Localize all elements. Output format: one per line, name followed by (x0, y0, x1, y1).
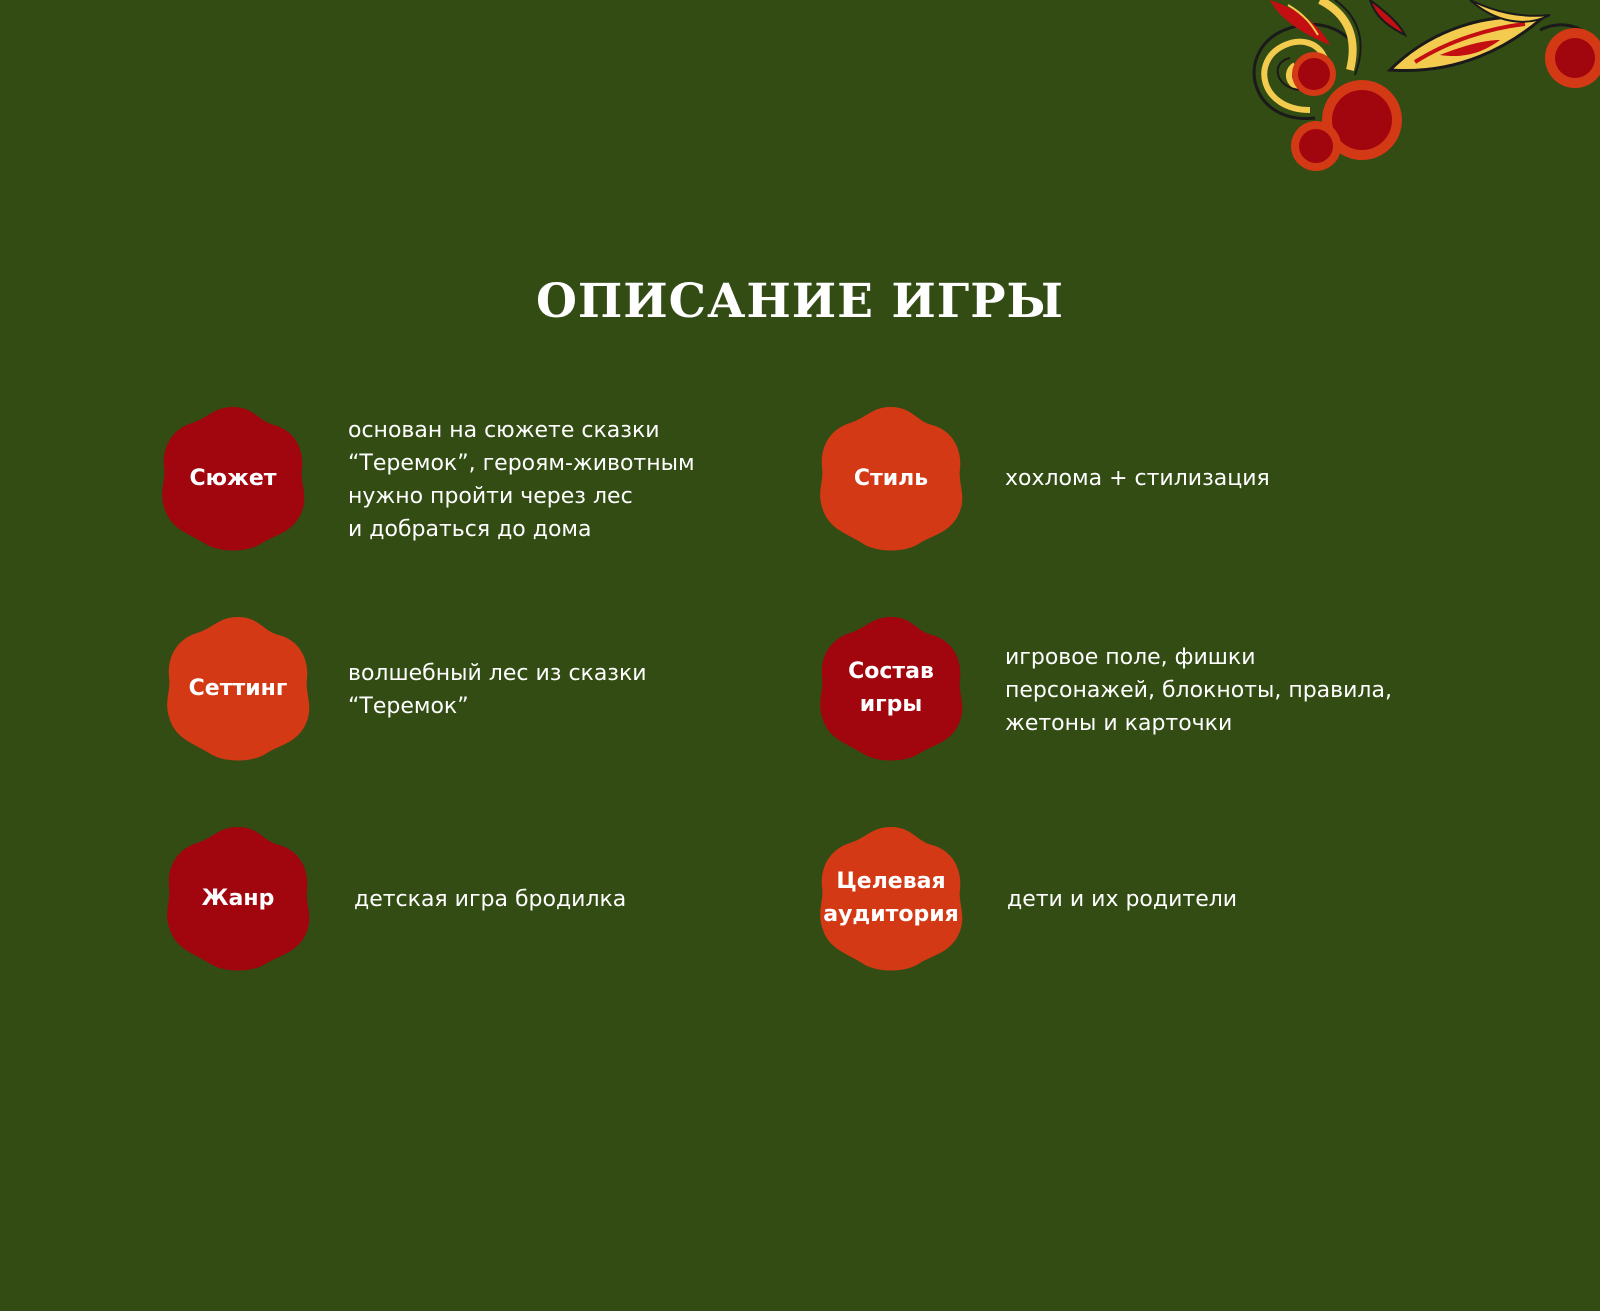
badge-audience (816, 823, 966, 973)
description-audience: дети и их родители (1007, 887, 1238, 912)
badge-label: Сеттинг (188, 675, 288, 701)
description-contents: игровое поле, фишки персонажей, блокноты, правила, жетоны и карточки (1005, 645, 1392, 736)
description-style: хохлома + стилизация (1005, 466, 1270, 491)
khokhloma-ornament (1240, 0, 1600, 180)
badge-label: Целевая аудитория (823, 869, 959, 927)
badge-style (816, 403, 966, 553)
badge-plot (158, 403, 308, 553)
badge-contents (816, 613, 966, 763)
badge-label: Состав игры (848, 659, 934, 717)
description-plot: основан на сюжете сказки “Теремок”, героям-животным нужно пройти через лес и добраться до дома (348, 418, 695, 542)
badge-label: Жанр (201, 885, 275, 911)
badge-genre (163, 823, 313, 973)
description-setting: волшебный лес из сказки “Теремок” (348, 661, 647, 719)
description-genre: детская игра бродилка (354, 887, 627, 912)
badge-label: Сюжет (189, 465, 277, 491)
badge-label: Стиль (853, 465, 929, 491)
page-title: ОПИСАНИЕ ИГРЫ (535, 274, 1065, 329)
badge-setting (163, 613, 313, 763)
